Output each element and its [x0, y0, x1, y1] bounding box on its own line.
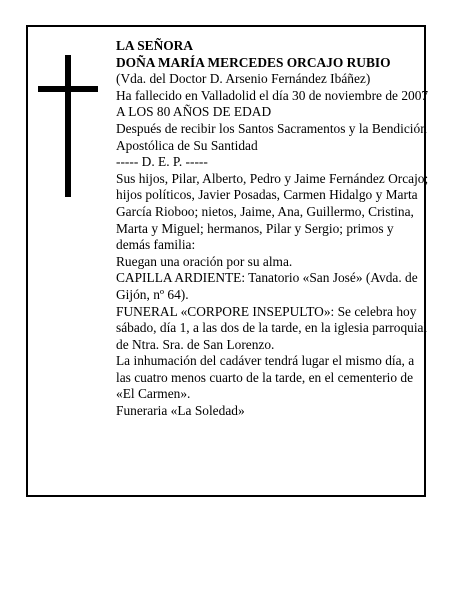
funeral-paragraph: FUNERAL «CORPORE INSEPULTO»: Se celebra hoy sábado, día 1, a las dos de la tarde, en la iglesia parroquial de Ntra. Sra. de San Lorenzo. [116, 303, 428, 352]
rip-line: ----- D. E. P. ----- [116, 154, 208, 170]
family-paragraph: Sus hijos, Pilar, Alberto, Pedro y Jaime Fernández Orcajo; hijos políticos, Javier Posadas, Carmen Hidalgo y Marta García Rioboo; nietos, Jaime, Ana, Guillermo, Cristina, Marta y Miguel; hermanos, Pilar y Sergio; primos y demás familia: [116, 170, 429, 253]
chapel-paragraph: CAPILLA ARDIENTE: Tanatorio «San José» (Avda. de Gijón, nº 64). [116, 270, 418, 302]
notice-heading: LA SEÑORA [116, 38, 194, 53]
cross-vertical-bar [65, 55, 71, 197]
obituary-notice [26, 25, 429, 497]
death-line: Ha fallecido en Valladolid el día 30 de noviembre de 2007 [116, 87, 429, 103]
deceased-name: DOÑA MARÍA MERCEDES ORCAJO RUBIO [116, 54, 391, 70]
cross-horizontal-bar [38, 86, 98, 92]
age-line: A LOS 80 AÑOS DE EDAD [116, 104, 272, 120]
sacraments-line: Después de recibir los Santos Sacramentos y la Bendición Apostólica de Su Santidad [116, 120, 427, 153]
widow-line: (Vda. del Doctor D. Arsenio Fernández Ibáñez) [116, 71, 371, 87]
prayer-line: Ruegan una oración por su alma. [116, 253, 293, 269]
burial-paragraph: La inhumación del cadáver tendrá lugar el mismo día, a las cuatro menos cuarto de la tarde, en el cementerio de «El Carmen». [116, 353, 415, 402]
cross-icon [38, 55, 98, 197]
notice-text [116, 38, 431, 420]
funeral-home-line: Funeraria «La Soledad» [116, 403, 245, 419]
